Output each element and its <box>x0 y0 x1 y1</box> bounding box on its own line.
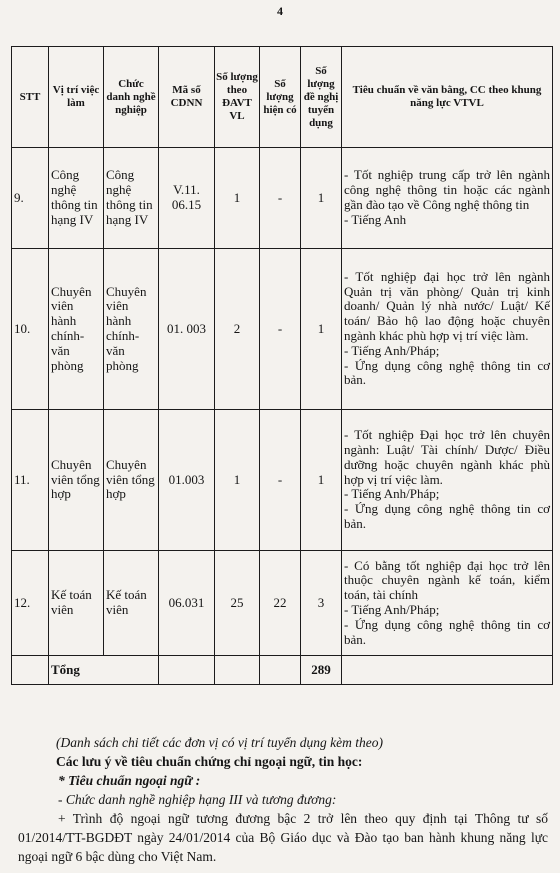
header-stt: STT <box>12 47 49 148</box>
cell-title: Chuyên viên hành chính-văn phòng <box>104 249 159 410</box>
header-code: Mã số CDNN <box>159 47 215 148</box>
cell-current: - <box>260 249 301 410</box>
cell-total-empty <box>12 656 49 685</box>
header-planned: Số lượng theo ĐAVT VL <box>215 47 260 148</box>
cell-position: Chuyên viên hành chính-văn phòng <box>49 249 104 410</box>
criteria-line: - Tốt nghiệp Đại học trở lên chuyên ngành: Luật/ Tài chính/ Dược/ Điều dưỡng hoặc chuyên ngành khác phù hợp vị trí việc làm. <box>344 427 550 487</box>
cell-total-label: Tổng <box>49 656 159 685</box>
table-row <box>12 410 553 551</box>
cell-stt: 12. <box>12 551 49 656</box>
cell-criteria <box>342 249 553 410</box>
cell-title: Công nghệ thông tin hạng IV <box>104 148 159 249</box>
header-current: Số lượng hiện có <box>260 47 301 148</box>
notes-section <box>18 733 548 866</box>
cell-code: V.11. 06.15 <box>159 148 215 249</box>
header-position: Vị trí việc làm <box>49 47 104 148</box>
criteria-line: - Tiếng Anh <box>344 211 407 227</box>
table-header-row <box>12 47 553 148</box>
criteria-line: - Tốt nghiệp trung cấp trở lên ngành công nghệ thông tin hoặc các ngành gần đào tạo về Công nghệ thông tin <box>344 167 550 212</box>
cell-position: Kế toán viên <box>49 551 104 656</box>
cell-current: - <box>260 148 301 249</box>
recruitment-table <box>11 46 553 685</box>
cell-code: 01.003 <box>159 410 215 551</box>
cell-position: Chuyên viên tổng hợp <box>49 410 104 551</box>
cell-empty <box>342 656 553 685</box>
cell-total-value: 289 <box>301 656 342 685</box>
cell-requested: 3 <box>301 551 342 656</box>
cell-position: Công nghệ thông tin hạng IV <box>49 148 104 249</box>
cell-requested: 1 <box>301 148 342 249</box>
criteria-line: - Tốt nghiệp đại học trở lên ngành Quản trị văn phòng/ Quản trị kinh doanh/ Quản lý nhà nước/ Luật/ Kế toán/ Bảo hộ lao động hoặc chuyên ngành khác phù hợp vị trí việc làm. <box>344 268 550 343</box>
table-row <box>12 148 553 249</box>
cell-planned: 1 <box>215 148 260 249</box>
page-number: 4 <box>277 4 283 18</box>
attached-list-note: (Danh sách chi tiết các đơn vị có vị trí tuyển dụng kèm theo) <box>56 735 383 750</box>
total-row <box>12 656 553 685</box>
cell-criteria <box>342 551 553 656</box>
cell-title: Chuyên viên tổng hợp <box>104 410 159 551</box>
cell-stt: 10. <box>12 249 49 410</box>
cell-planned: 25 <box>215 551 260 656</box>
criteria-line: - Tiếng Anh/Pháp; <box>344 342 440 358</box>
criteria-line: - Ứng dụng công nghệ thông tin cơ bản. <box>344 616 550 647</box>
cell-requested: 1 <box>301 410 342 551</box>
rank-iii-note: - Chức danh nghề nghiệp hạng III và tương đương: <box>58 792 337 807</box>
header-criteria: Tiêu chuẩn về văn bằng, CC theo khung năng lực VTVL <box>342 47 553 148</box>
criteria-line: - Ứng dụng công nghệ thông tin cơ bản. <box>344 357 550 388</box>
header-title: Chức danh nghề nghiệp <box>104 47 159 148</box>
cell-title: Kế toán viên <box>104 551 159 656</box>
cell-stt: 9. <box>12 148 49 249</box>
criteria-line: - Tiếng Anh/Pháp; <box>344 602 440 617</box>
cell-current: - <box>260 410 301 551</box>
cell-code: 01. 003 <box>159 249 215 410</box>
cell-code: 06.031 <box>159 551 215 656</box>
cell-empty <box>159 656 215 685</box>
table-row <box>12 551 553 656</box>
cell-criteria <box>342 148 553 249</box>
cell-stt: 11. <box>12 410 49 551</box>
criteria-line: - Có bằng tốt nghiệp đại học trở lên thuộc chuyên ngành kế toán, kiểm toán, tài chính <box>344 557 550 603</box>
criteria-line: - Tiếng Anh/Pháp; <box>344 486 440 502</box>
cell-planned: 2 <box>215 249 260 410</box>
cell-current: 22 <box>260 551 301 656</box>
header-requested: Số lượng đề nghị tuyển dụng <box>301 47 342 148</box>
cell-requested: 1 <box>301 249 342 410</box>
criteria-line: - Ứng dụng công nghệ thông tin cơ bản. <box>344 501 550 531</box>
requirement-paragraph: + Trình độ ngoại ngữ tương đương bậc 2 trở lên theo quy định tại Thông tư số 01/2014/TT-BGDĐT ngày 24/01/2014 của Bộ Giáo dục và Đào tạo ban hành khung năng lực ngoại ngữ 6 bậc dùng cho Việt Nam. <box>18 811 548 864</box>
cell-planned: 1 <box>215 410 260 551</box>
cell-empty <box>215 656 260 685</box>
cell-empty <box>260 656 301 685</box>
table-row <box>12 249 553 410</box>
cell-criteria <box>342 410 553 551</box>
foreign-language-note: * Tiêu chuẩn ngoại ngữ : <box>58 773 201 788</box>
notes-heading: Các lưu ý về tiêu chuẩn chứng chỉ ngoại ngữ, tin học: <box>56 754 363 769</box>
